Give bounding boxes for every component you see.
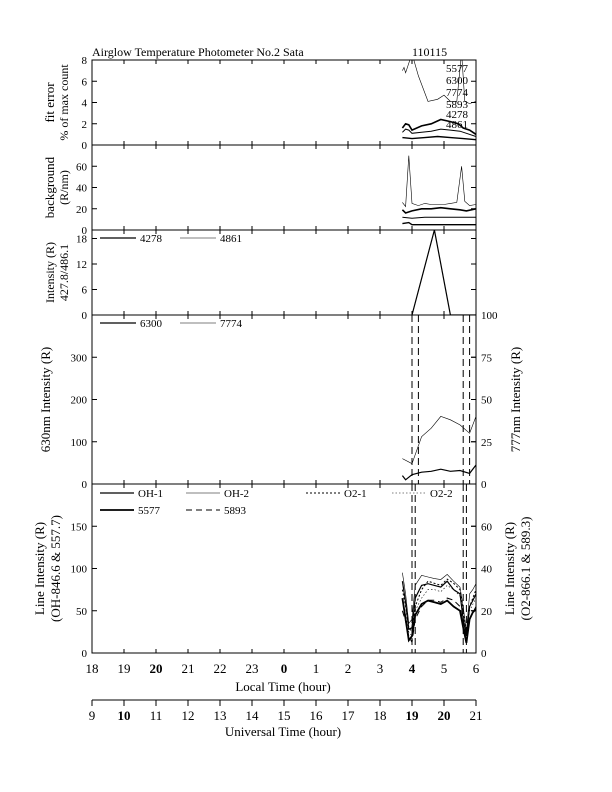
y-tick-label: 300 <box>70 352 87 365</box>
annotation-label: 5577 <box>446 63 468 75</box>
legend-label: OH-1 <box>138 488 164 500</box>
y-tick-label: 8 <box>81 55 87 67</box>
local-tick-label: 21 <box>181 661 195 676</box>
series-line-trace-1 <box>402 156 476 207</box>
y-right-tick-label: 100 <box>481 310 498 322</box>
local-tick-label: 5 <box>440 661 448 676</box>
universal-tick-label: 15 <box>277 708 291 723</box>
y-axis-label: % of max count <box>57 64 71 141</box>
legend-label: 5577 <box>138 505 160 517</box>
series-line-trace-2 <box>402 208 476 213</box>
series-line-4861 <box>412 230 476 315</box>
annotation-label: 4861 <box>446 119 468 131</box>
data-layer <box>402 315 476 484</box>
local-tick-label: 0 <box>280 661 288 676</box>
series-line-trace-4 <box>402 223 476 225</box>
annotation-label: 6300 <box>446 75 468 87</box>
local-tick-label: 6 <box>472 661 480 676</box>
annotation-label: 7774 <box>446 87 468 99</box>
y-axis-label-right: 777nm Intensity (R) <box>508 346 523 453</box>
panel-intensity-6300-7774 <box>38 310 523 491</box>
universal-tick-label: 19 <box>405 708 419 723</box>
y-right-tick-label: 25 <box>481 436 492 449</box>
y-axis-label: background <box>42 156 57 219</box>
y-axis-label-left: Line Intensity (R) <box>32 521 47 616</box>
y-tick-label: 100 <box>70 563 87 576</box>
panel-line-intensity <box>32 484 533 660</box>
y-tick-label: 6 <box>81 76 87 89</box>
y-tick-label: 0 <box>81 479 87 491</box>
series-line-4278 <box>412 230 476 315</box>
annotation-label: 5893 <box>446 99 468 111</box>
local-tick-label: 19 <box>117 661 131 676</box>
universal-tick-label: 17 <box>341 708 355 723</box>
y-tick-label: 200 <box>70 394 87 407</box>
local-tick-label: 22 <box>213 661 227 676</box>
universal-tick-label: 13 <box>213 708 227 723</box>
panel-intensity-4278-4861 <box>43 230 476 322</box>
series-line-trace-3 <box>402 217 476 218</box>
y-right-tick-label: 75 <box>481 352 492 365</box>
local-tick-label: 20 <box>149 661 163 676</box>
y-axis-label-left: (OH-846.6 & 557.7) <box>48 515 63 622</box>
y-tick-label: 2 <box>81 118 87 131</box>
universal-tick-label: 16 <box>309 708 323 723</box>
y-right-tick-label: 20 <box>481 605 492 618</box>
y-tick-label: 12 <box>76 259 87 271</box>
y-tick-label: 18 <box>76 233 87 246</box>
y-tick-label: 0 <box>81 310 87 322</box>
data-layer <box>402 156 476 225</box>
legend-label: 6300 <box>140 318 162 330</box>
universal-tick-label: 12 <box>181 708 195 723</box>
universal-tick-label: 20 <box>437 708 451 723</box>
universal-tick-label: 9 <box>88 708 96 723</box>
universal-tick-label: 11 <box>149 708 163 723</box>
y-tick-label: 50 <box>76 605 87 618</box>
y-axis-label-left: 630nm Intensity (R) <box>38 346 53 453</box>
y-right-tick-label: 60 <box>481 521 492 534</box>
local-tick-label: 18 <box>85 661 99 676</box>
y-axis-label: (R/nm) <box>57 170 71 205</box>
universal-tick-label: 14 <box>245 708 259 723</box>
legend-label: OH-2 <box>224 488 250 500</box>
y-tick-label: 40 <box>76 182 87 195</box>
local-tick-label: 4 <box>408 661 416 676</box>
legend-label: O2-2 <box>430 488 453 500</box>
universal-time-axis-label: Universal Time (hour) <box>224 724 342 739</box>
legend-label: 4861 <box>220 233 242 245</box>
panel-background <box>42 145 476 237</box>
y-axis-label: fit error <box>42 82 57 123</box>
y-tick-label: 20 <box>76 203 87 216</box>
legend-label: O2-1 <box>344 488 367 500</box>
legend-label: 5893 <box>224 505 246 517</box>
y-axis-label: 427.8/486.1 <box>57 243 71 302</box>
local-tick-label: 2 <box>344 661 352 676</box>
y-right-tick-label: 0 <box>481 479 487 491</box>
y-tick-label: 0 <box>81 648 87 660</box>
y-right-tick-label: 40 <box>481 563 492 576</box>
y-tick-label: 0 <box>81 225 87 237</box>
figure-title: Airglow Temperature Photometer No.2 Sata <box>92 45 304 59</box>
y-tick-label: 4 <box>81 97 87 110</box>
panels <box>32 53 533 723</box>
y-tick-label: 6 <box>81 284 87 297</box>
y-tick-label: 100 <box>70 436 87 449</box>
y-tick-label: 150 <box>70 521 87 534</box>
legend-label: 4278 <box>140 233 162 245</box>
panel-fit-error <box>42 53 476 152</box>
panel-frame <box>92 145 476 230</box>
y-tick-label: 60 <box>76 161 87 174</box>
local-tick-label: 3 <box>376 661 384 676</box>
y-right-tick-label: 0 <box>481 648 487 660</box>
universal-tick-label: 21 <box>469 708 483 723</box>
local-time-axis-label: Local Time (hour) <box>235 679 331 694</box>
local-tick-label: 1 <box>312 661 320 676</box>
series-line-trace-4 <box>402 137 476 140</box>
figure-date-code: 110115 <box>412 45 448 59</box>
legend-label: 7774 <box>220 318 242 330</box>
universal-tick-label: 10 <box>117 708 131 723</box>
series-line-7774 <box>402 416 476 463</box>
data-layer <box>402 484 476 653</box>
y-axis-label: Intensity (R) <box>43 242 57 303</box>
local-tick-label: 23 <box>245 661 259 676</box>
y-axis-label-right: (O2-866.1 & 589.3) <box>518 516 533 621</box>
y-axis-label-right: Line Intensity (R) <box>502 521 517 616</box>
series-line-6300 <box>402 465 476 480</box>
y-right-tick-label: 50 <box>481 394 492 407</box>
universal-tick-label: 18 <box>373 708 387 723</box>
annotation-label: 4278 <box>446 109 468 121</box>
y-tick-label: 0 <box>81 140 87 152</box>
data-layer <box>412 230 476 315</box>
